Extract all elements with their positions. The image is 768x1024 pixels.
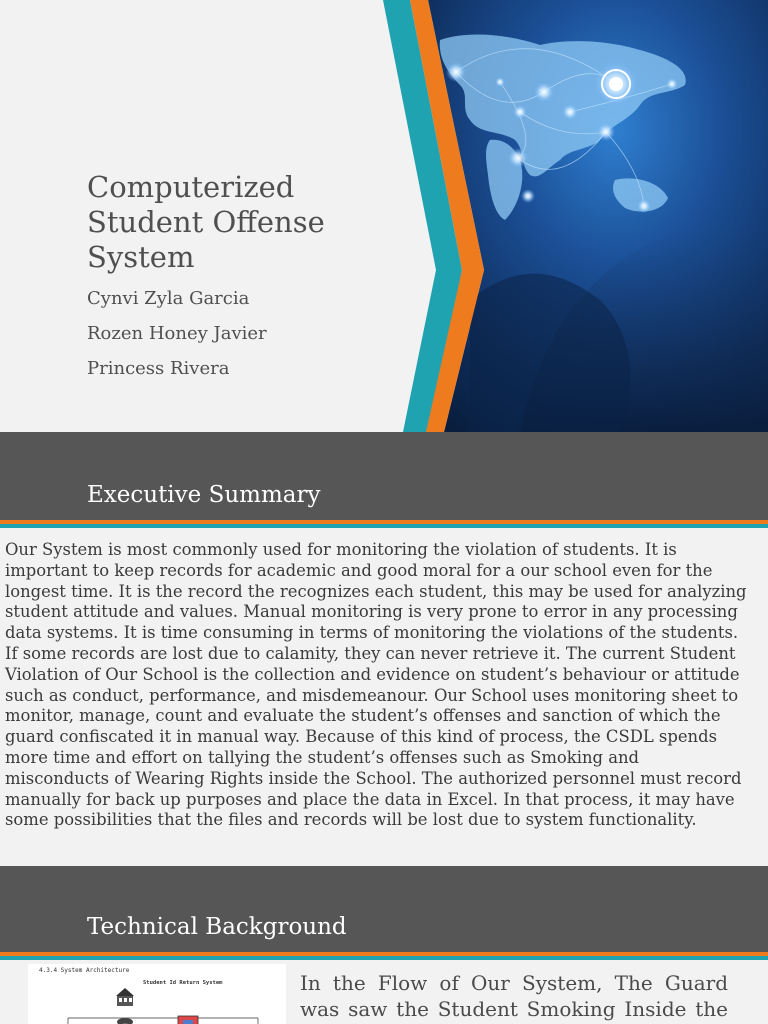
title-line: System — [87, 240, 195, 274]
summary-line: Violation of Our School is the collection and evidence on student’s behaviour or attitude — [5, 664, 740, 684]
summary-line: guard confiscated it in manual way. Because of this kind of process, the CSDL spends — [5, 727, 717, 747]
title-block — [87, 170, 417, 379]
summary-line: data systems. It is time consuming in terms of monitoring the violations of the students. — [5, 623, 739, 643]
summary-line: Our System is most commonly used for monitoring the violation of students. It is — [5, 540, 677, 559]
summary-line: If some records are lost due to calamity, they can never retrieve it. The current Student — [5, 643, 736, 663]
executive-summary-slide — [0, 432, 768, 866]
summary-line: manually for back up purposes and place the data in Excel. In that process, it may have — [5, 789, 735, 809]
summary-line: important to keep records for academic and good moral for a our school even for the — [5, 560, 713, 580]
guard-icon — [117, 1018, 133, 1024]
summary-line: more time and effort on tallying the student’s offenses such as Smoking and — [5, 747, 640, 767]
executive-summary-heading: Executive Summary — [87, 482, 321, 508]
author-name: Rozen Honey Javier — [87, 323, 267, 344]
architecture-diagram — [28, 964, 286, 1024]
summary-line: some possibilities that the files and records will be lost due to system functionality. — [5, 810, 697, 830]
school-building-icon — [116, 988, 134, 1006]
technical-background-slide — [0, 866, 768, 1024]
summary-line: such as conduct, performance, and misdemeanour. Our School uses monitoring sheet to — [5, 685, 739, 705]
summary-line: monitor, manage, count and evaluate the student’s offenses and sanction of which the — [5, 706, 721, 726]
title-line: Computerized — [87, 170, 295, 204]
title-line: Student Offense — [87, 205, 325, 239]
figure-caption: 4.3.4 System Architecture — [39, 967, 130, 974]
executive-summary-body — [5, 540, 763, 831]
teal-divider — [0, 524, 768, 528]
summary-line: misconducts of Wearing Rights inside the School. The authorized personnel must record — [5, 768, 742, 788]
system-architecture-figure — [28, 964, 286, 1024]
presentation-title — [87, 170, 417, 275]
summary-line: student attitude and values. Manual monitoring is very prone to error in any processing — [5, 602, 738, 622]
flow-line: In the Flow of Our System, The Guard — [300, 971, 728, 995]
flow-line: was saw the Student Smoking Inside the — [300, 997, 728, 1021]
system-flow-text — [300, 970, 728, 1022]
figure-subtitle: Student Id Return System — [143, 980, 223, 986]
summary-line: longest time. It is the record the recognizes each student, this may be used for analyzing — [5, 581, 747, 601]
author-name: Princess Rivera — [87, 358, 230, 379]
title-slide — [0, 0, 768, 432]
author-name: Cynvi Zyla Garcia — [87, 288, 250, 309]
teal-divider — [0, 956, 768, 960]
technical-background-heading: Technical Background — [87, 914, 347, 940]
